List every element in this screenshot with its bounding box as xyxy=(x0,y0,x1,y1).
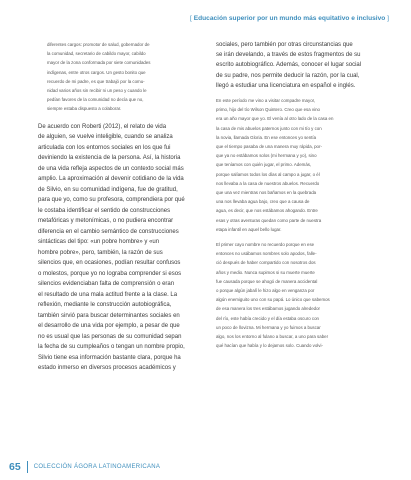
quote-line: años y medio. Nunca supimos si su muerte muerte xyxy=(216,269,315,275)
body-line: Silvio tiene esa información bastante clara, porque ha xyxy=(38,354,181,361)
body-line: metafóricas y metonímicas, o no pudiera encontrar xyxy=(38,218,174,225)
quote-line: de esa manera los tres estábamos jugando alrededor xyxy=(216,306,320,312)
quote-line: que ya no estábamos solos (mi hermana y yo), sino xyxy=(216,153,317,159)
body-line: sintácticas del tipo: «un pobre hombre» y «un xyxy=(38,239,160,246)
quote-line: qué hacían que había y lo dejamos solo. Cuando volvi- xyxy=(216,343,323,349)
quote-line: nos llevaba a la casa de nuestros abuelos. Recuerdo xyxy=(216,180,320,186)
right-intro-text xyxy=(216,40,379,91)
quote-line: del río, este había crecido y el día estaba oscuro con xyxy=(216,315,319,321)
body-line: reflexión, mediante le construcción autobiográfica, xyxy=(38,302,172,309)
body-line: también sirvió para buscar determinantes sociales en xyxy=(38,312,180,319)
quote-line: etapa infantil en aquel bello lugar. xyxy=(216,226,282,232)
body-line: estado inmerso en diversos procesos académicos y xyxy=(38,365,176,372)
body-line: de su padre, nos permite deducir la razón, por la cual, xyxy=(216,72,360,79)
quote-line: nidad varios años sin recibir ni un peso y cuando le xyxy=(47,88,147,94)
quote-line: que el tiempo pasaba de una manera muy rápida, por- xyxy=(216,144,322,150)
bracket-open: [ xyxy=(190,15,194,22)
page-footer xyxy=(9,460,209,474)
body-line: de una vida refleja aspectos de un contexto social más xyxy=(38,165,184,172)
left-column xyxy=(38,40,200,374)
body-line: de Silvio, en su comunidad indígena, fue de gratitud, xyxy=(38,186,178,193)
quote-line: una nos llevaba agua bajo, creo que a causa de xyxy=(216,199,310,205)
quote-line: esas y otras aventuras quedan como parte de nuestra xyxy=(216,217,322,223)
body-line: deviniendo la existencia de la persona. Así, la historia xyxy=(38,155,181,162)
quote-line: que una vez mientras nos bañamos en la quebrada xyxy=(216,190,317,196)
quote-line: entonces no usábamos nombres solo apodos, falle- xyxy=(216,251,317,257)
quote-line: la comunidad, secretario de cabildo mayor, cabildo xyxy=(47,51,146,57)
body-line: amplio. La aproximación al devenir cotidiano de la vida xyxy=(38,176,184,183)
footer-divider xyxy=(27,461,28,473)
body-line: le costaba identificar el sentido de construcciones xyxy=(38,207,171,214)
quote-line: o porque algún jabalí le hizo algo en venganza por xyxy=(216,288,315,294)
quote-line: siempre estaba dispuesto a colaborar. xyxy=(47,106,122,112)
collection-title: COLECCIÓN ÁGORA LATINOAMERICANA xyxy=(33,464,161,470)
quote-line: agua, es decir, que nos estábamos ahogando. Entre xyxy=(216,208,318,214)
right-quote-1 xyxy=(216,96,379,234)
quote-line: El primer cayo nombre no recuerdo porque en ese xyxy=(216,242,315,248)
header-title: Educación superior por un mundo más equitativo e inclusivo xyxy=(193,15,386,22)
body-line: el resultado de una mala actitud frente a la clase. La xyxy=(38,291,178,298)
quote-line: algún enemiguito uno con su papá. Lo único que sabemos xyxy=(216,297,330,303)
bracket-close: ] xyxy=(385,15,389,22)
quote-line: mayor de la zona conformada por siete comunidades xyxy=(47,60,151,66)
quote-line: indígenas, entre otros cargos. Un gesto bonito que xyxy=(47,69,146,75)
body-line: hombre pobre», pero, también, la razón de sus xyxy=(38,249,163,256)
quote-line: algo, nos los entorno al fulano a buscar, a uno para saber xyxy=(216,334,329,340)
quote-line: primo, hijo del tío Wilson Quintero. Creo que esa vino xyxy=(216,107,320,113)
page-number: 65 xyxy=(9,461,21,473)
quote-line: era un año mayor que yo. El venía al otro lado de la casa en xyxy=(216,116,334,122)
body-line: la fecha de su cumpleaños o tengan un nombre propio, xyxy=(38,344,185,351)
quote-line: un poco de llovizna. Mi hermana y yo fuimos a buscar xyxy=(216,324,321,330)
quote-line: la casa de mis abuelos paternos junto con mi tío y con xyxy=(216,125,322,131)
quote-line: porque salíamos todos los días al campo a jugar, o él xyxy=(216,171,320,177)
body-line: diferencia en el cambio semántico de construcciones xyxy=(38,228,179,235)
quote-line: ció después de haber compartido con nosotros dos xyxy=(216,260,316,266)
body-line: llegó a estudiar una licenciatura en español e inglés. xyxy=(216,82,356,89)
body-line: el desarrollo de una vida por ejemplo, a pesar de que xyxy=(38,323,180,330)
body-line: silencios que, en ocasiones, podían resultar confusos xyxy=(38,260,181,267)
quote-line: pedían favores de la comunidad no decía que no, xyxy=(47,97,144,103)
body-line: o molestos, porque yo no lograba comprender si esos xyxy=(38,270,182,277)
quote-line: que teníamos con quién jugar, el primo. Además, xyxy=(216,162,312,168)
body-line: De acuerdo con Roberti (2012), el relato de vida xyxy=(38,123,167,130)
quote-line: la novia, llamada Gloria. En ese entonces yo sentía xyxy=(216,134,317,140)
body-line: para que yo, como su profesora, comprendiera por qué xyxy=(38,197,185,204)
body-line: escrito autobiográfico. Además, conocer el lugar social xyxy=(216,62,362,69)
running-header xyxy=(150,15,389,22)
quote-line: En este período me vino a visitar compadre mayor, xyxy=(216,98,316,104)
right-column xyxy=(216,40,379,351)
quote-line: diferentes cargos: promotor de salud, gobernador de xyxy=(47,42,150,47)
body-line: de alguien, se vuelve inteligible, cuando se analiza xyxy=(38,134,173,141)
quote-line: fue causada porque se ahogó de manera accidental xyxy=(216,278,318,284)
right-quote-2 xyxy=(216,240,379,350)
body-line: articulada con los entornos sociales en los que fui xyxy=(38,144,171,151)
body-line: no es usual que las personas de su comunidad sepan xyxy=(38,333,182,340)
body-line: se irán develando, a través de estos fragmentos de su xyxy=(216,52,361,59)
left-body-text xyxy=(38,122,200,374)
body-line: sociales, pero también por otras circunstancias que xyxy=(216,42,353,48)
left-quote xyxy=(38,40,200,114)
quote-line: recuerdo de mi padre, es que trabajó por la comu- xyxy=(47,78,145,84)
body-line: silencios evidenciaban falta de comprensión o eran xyxy=(38,281,175,288)
